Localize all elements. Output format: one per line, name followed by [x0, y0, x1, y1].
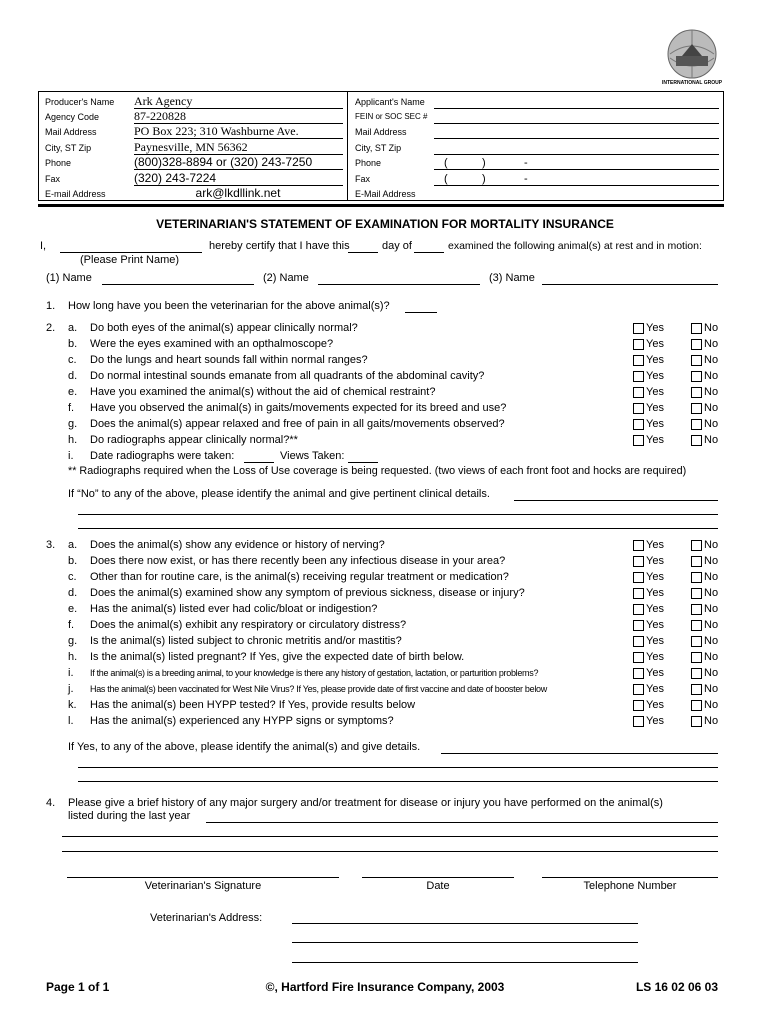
print-name-label: (Please Print Name) — [80, 254, 180, 266]
q2-if-no: If “No” to any of the above, please identify the animal and give pertinent clinical details. — [68, 488, 490, 500]
q2-question-text: Do both eyes of the animal(s) appear clinically normal? — [90, 322, 358, 334]
applicant-field-input[interactable] — [434, 185, 719, 186]
producer-field-value[interactable]: (320) 243-7224 — [134, 171, 217, 185]
q2-letter: c. — [68, 354, 77, 366]
q3-question-text: Is the animal(s) listed subject to chronic metritis and/or mastitis? — [90, 635, 402, 647]
q3-yes-checkbox[interactable] — [633, 636, 644, 647]
q4-number: 4. — [46, 797, 56, 809]
q2-yes-label: Yes — [646, 338, 664, 350]
q3-letter: f. — [68, 619, 75, 631]
q2-yes-label: Yes — [646, 418, 664, 430]
animal-name-2-label: (2) Name — [263, 272, 309, 284]
animal-name-3-label: (3) Name — [489, 272, 535, 284]
q3-yes-label: Yes — [646, 715, 664, 727]
q2-no-label: No — [704, 386, 719, 398]
q3-yes-label: Yes — [646, 667, 664, 679]
q2-question-text: Were the eyes examined with an opthalmoscope? — [90, 338, 334, 350]
producer-field-label: City, ST Zip — [45, 143, 92, 153]
q2-yes-checkbox[interactable] — [633, 435, 644, 446]
producer-field-label: Phone — [45, 158, 72, 168]
q3-letter: i. — [68, 667, 74, 679]
animal-name-2-field[interactable] — [318, 284, 480, 285]
date-label: Date — [426, 880, 450, 892]
form-number: LS 16 02 06 03 — [635, 980, 718, 994]
q3-question-text: Does the animal(s) examined show any symptom of previous sickness, disease or injury? — [90, 587, 525, 599]
applicant-field-input[interactable] — [434, 108, 719, 109]
q3-no-label: No — [704, 603, 719, 615]
q3-no-checkbox[interactable] — [691, 636, 702, 647]
q2-number: 2. — [46, 322, 56, 334]
certify-text-3: examined the following animal(s) at rest and in motion: — [448, 240, 702, 252]
applicant-field-input[interactable] — [434, 200, 719, 201]
q3-yes-checkbox[interactable] — [633, 604, 644, 615]
q3-yes-checkbox[interactable] — [633, 716, 644, 727]
certify-text-2: day of — [382, 240, 412, 252]
q2-no-checkbox[interactable] — [691, 339, 702, 350]
q2-no-checkbox[interactable] — [691, 323, 702, 334]
q3-details-field-3[interactable] — [78, 781, 718, 782]
q2-yes-label: Yes — [646, 402, 664, 414]
q2-yes-label: Yes — [646, 386, 664, 398]
q2-question-text: Have you examined the animal(s) without the aid of chemical restraint? — [90, 386, 436, 398]
q2-yes-checkbox[interactable] — [633, 371, 644, 382]
q3-yes-label: Yes — [646, 635, 664, 647]
q3-letter: e. — [68, 603, 78, 615]
q3-question-text: Does the animal(s) exhibit any respiratory or circulatory distress? — [90, 619, 407, 631]
q3-no-checkbox[interactable] — [691, 716, 702, 727]
q3-no-checkbox[interactable] — [691, 684, 702, 695]
animal-name-1-field[interactable] — [102, 284, 254, 285]
q2-no-checkbox[interactable] — [691, 355, 702, 366]
q3-details-field-1[interactable] — [441, 753, 718, 754]
q2-question-text: Does the animal(s) appear relaxed and free of pain in all gaits/movements observed? — [90, 418, 505, 430]
q2-question-text: Do the lungs and heart sounds fall within normal ranges? — [90, 354, 368, 366]
producer-field-value[interactable]: Paynesville, MN 56362 — [134, 140, 248, 154]
q2-letter: g. — [68, 418, 78, 430]
q3-no-label: No — [704, 715, 719, 727]
q3-no-label: No — [704, 555, 719, 567]
q3-no-label: No — [704, 539, 719, 551]
q3-question-text: Has the animal(s) listed ever had colic/bloat or indigestion? — [90, 603, 378, 615]
signature-field[interactable] — [67, 877, 339, 878]
q3-yes-checkbox[interactable] — [633, 588, 644, 599]
q1-text: How long have you been the veterinarian for the above animal(s)? — [68, 300, 390, 312]
q2-no-checkbox[interactable] — [691, 371, 702, 382]
q2-i-text-1: Date radiographs were taken: — [90, 450, 235, 462]
q3-no-checkbox[interactable] — [691, 668, 702, 679]
q2-no-label: No — [704, 418, 719, 430]
producer-field-value[interactable]: ark@lkdllink.net — [195, 186, 281, 200]
q2-letter: h. — [68, 434, 78, 446]
q3-no-label: No — [704, 651, 719, 663]
telephone-field[interactable] — [542, 877, 718, 878]
q3-letter: a. — [68, 539, 78, 551]
q3-details-field-2[interactable] — [78, 767, 718, 768]
applicant-field-input[interactable] — [434, 123, 719, 124]
q3-no-label: No — [704, 619, 719, 631]
q2-yes-label: Yes — [646, 354, 664, 366]
q3-letter: l. — [68, 715, 74, 727]
q3-no-checkbox[interactable] — [691, 604, 702, 615]
q3-question-text: Other than for routine care, is the animal(s) receiving regular treatment or medication? — [90, 571, 509, 583]
producer-field-label: Fax — [45, 174, 61, 184]
applicant-field-label: Phone — [355, 158, 382, 168]
number-dash: - — [524, 157, 528, 169]
q3-letter: d. — [68, 587, 78, 599]
q3-question-text: Has the animal(s) experienced any HYPP signs or symptoms? — [90, 715, 394, 727]
area-code-open: ( — [444, 173, 448, 185]
q2-question-text: Have you observed the animal(s) in gaits/movements expected for its breed and use? — [90, 402, 507, 414]
q3-number: 3. — [46, 539, 56, 551]
q2-no-label: No — [704, 434, 719, 446]
q3-letter: k. — [68, 699, 77, 711]
q2-details-field-3[interactable] — [78, 528, 718, 529]
q2-i-text-2: Views Taken: — [280, 450, 345, 462]
logo-caption: INTERNATIONAL GROUP — [661, 80, 723, 86]
q3-question-text: If the animal(s) is a breeding animal, to your knowledge is there any history of gestation, lactation, or parturition problems? — [90, 668, 539, 678]
q2-no-label: No — [704, 338, 719, 350]
q3-yes-label: Yes — [646, 571, 664, 583]
q3-question-text: Does there now exist, or has there recently been any infectious disease in your area? — [90, 555, 506, 567]
form-title: VETERINARIAN'S STATEMENT OF EXAMINATION FOR MORTALITY INSURANCE — [156, 217, 614, 231]
q2-no-label: No — [704, 354, 719, 366]
q3-no-label: No — [704, 667, 719, 679]
q2-yes-checkbox[interactable] — [633, 355, 644, 366]
q3-yes-label: Yes — [646, 603, 664, 615]
producer-field-label: E-mail Address — [45, 189, 106, 199]
q3-letter: c. — [68, 571, 77, 583]
q3-no-label: No — [704, 587, 719, 599]
q3-no-checkbox[interactable] — [691, 556, 702, 567]
q3-yes-checkbox[interactable] — [633, 684, 644, 695]
vet-address-field-2[interactable] — [292, 942, 638, 943]
date-field[interactable] — [362, 877, 514, 878]
q3-letter: j. — [68, 683, 74, 695]
producer-field-label: Producer's Name — [45, 97, 115, 107]
certify-i: I, — [40, 240, 47, 252]
q2-no-checkbox[interactable] — [691, 419, 702, 430]
q3-yes-checkbox[interactable] — [633, 540, 644, 551]
vet-address-field-1[interactable] — [292, 923, 638, 924]
q2-yes-checkbox[interactable] — [633, 387, 644, 398]
q2-no-checkbox[interactable] — [691, 387, 702, 398]
q3-question-text: Has the animal(s) been HYPP tested? If Yes, provide results below — [90, 699, 416, 711]
applicant-field-label: E-Mail Address — [355, 189, 416, 199]
radiograph-note: ** Radiographs required when the Loss of Use coverage is being requested. (two views of each front foot and hocks are required) — [68, 465, 687, 477]
q2-no-label: No — [704, 322, 719, 334]
page-number: Page 1 of 1 — [46, 980, 110, 994]
company-logo — [660, 28, 724, 90]
q3-yes-checkbox[interactable] — [633, 652, 644, 663]
q2-no-label: No — [704, 402, 719, 414]
radiograph-date-field[interactable] — [244, 462, 274, 463]
q1-answer-field[interactable] — [405, 312, 437, 313]
q4-history-field-1[interactable] — [206, 822, 718, 823]
month-field[interactable] — [414, 252, 444, 253]
q2-yes-checkbox[interactable] — [633, 339, 644, 350]
q3-letter: g. — [68, 635, 78, 647]
applicant-field-label: Mail Address — [355, 127, 407, 137]
q3-no-label: No — [704, 571, 719, 583]
q2-letter: b. — [68, 338, 78, 350]
q3-no-checkbox[interactable] — [691, 652, 702, 663]
telephone-label: Telephone Number — [583, 880, 677, 892]
q2-question-text: Do normal intestinal sounds emanate from all quadrants of the abdominal cavity? — [90, 370, 485, 382]
q4-history-field-2[interactable] — [62, 836, 718, 837]
q3-yes-label: Yes — [646, 539, 664, 551]
q2-letter: f. — [68, 402, 75, 414]
q3-yes-label: Yes — [646, 619, 664, 631]
producer-field-value[interactable]: 87-220828 — [134, 109, 186, 123]
q2-yes-label: Yes — [646, 322, 664, 334]
q3-no-label: No — [704, 635, 719, 647]
q3-yes-label: Yes — [646, 555, 664, 567]
q4-line-2: listed during the last year — [68, 810, 191, 822]
signature-label: Veterinarian's Signature — [144, 880, 262, 892]
applicant-field-input[interactable] — [434, 138, 719, 139]
q4-history-field-3[interactable] — [62, 851, 718, 852]
q2-question-text: Do radiographs appear clinically normal?** — [90, 434, 298, 446]
q2-no-label: No — [704, 370, 719, 382]
applicant-field-label: City, ST Zip — [355, 143, 402, 153]
q3-no-label: No — [704, 699, 719, 711]
vet-address-label: Veterinarian's Address: — [150, 912, 263, 924]
q3-yes-checkbox[interactable] — [633, 700, 644, 711]
q3-yes-label: Yes — [646, 651, 664, 663]
q4-line-1: Please give a brief history of any major surgery and/or treatment for disease or injury you have performed on the animal(s) — [68, 797, 663, 809]
animal-name-3-field[interactable] — [542, 284, 718, 285]
q2-details-field-2[interactable] — [78, 514, 718, 515]
q1-number: 1. — [46, 300, 56, 312]
q3-no-checkbox[interactable] — [691, 572, 702, 583]
applicant-field-input[interactable] — [434, 169, 719, 170]
q3-yes-checkbox[interactable] — [633, 556, 644, 567]
vet-address-field-3[interactable] — [292, 962, 638, 963]
q2-details-field-1[interactable] — [514, 500, 718, 501]
q2-no-checkbox[interactable] — [691, 435, 702, 446]
q3-question-text: Does the animal(s) show any evidence or history of nerving? — [90, 539, 385, 551]
q3-no-checkbox[interactable] — [691, 620, 702, 631]
views-taken-field[interactable] — [348, 462, 378, 463]
q3-yes-label: Yes — [646, 587, 664, 599]
q3-no-checkbox[interactable] — [691, 540, 702, 551]
area-code-close: ) — [482, 173, 486, 185]
q2-yes-checkbox[interactable] — [633, 403, 644, 414]
producer-field-label: Mail Address — [45, 127, 97, 137]
day-field[interactable] — [348, 252, 378, 253]
q3-yes-checkbox[interactable] — [633, 620, 644, 631]
animal-name-1-label: (1) Name — [46, 272, 92, 284]
area-code-open: ( — [444, 157, 448, 169]
q3-question-text: Is the animal(s) listed pregnant? If Yes, give the expected date of birth below. — [90, 651, 465, 663]
q3-no-label: No — [704, 683, 719, 695]
q3-if-yes: If Yes, to any of the above, please identify the animal(s) and give details. — [68, 741, 421, 753]
q3-no-checkbox[interactable] — [691, 588, 702, 599]
q2-letter: a. — [68, 322, 78, 334]
vet-name-field[interactable] — [60, 252, 202, 253]
q3-letter: h. — [68, 651, 78, 663]
area-code-close: ) — [482, 157, 486, 169]
q2-letter: d. — [68, 370, 78, 382]
q2-yes-checkbox[interactable] — [633, 323, 644, 334]
q3-yes-checkbox[interactable] — [633, 572, 644, 583]
q2-yes-label: Yes — [646, 434, 664, 446]
q3-yes-label: Yes — [646, 699, 664, 711]
applicant-field-label: Applicant's Name — [355, 97, 425, 107]
q3-question-text: Has the animal(s) been vaccinated for West Nile Virus? If Yes, please provide date of first vaccine and date of booster below — [90, 684, 547, 694]
q2-i-letter: i. — [68, 450, 74, 462]
q2-no-checkbox[interactable] — [691, 403, 702, 414]
number-dash: - — [524, 173, 528, 185]
producer-field-value[interactable]: PO Box 223; 310 Washburne Ave. — [134, 124, 299, 138]
applicant-field-input[interactable] — [434, 154, 719, 155]
producer-field-value[interactable]: (800)328-8894 or (320) 243-7250 — [134, 155, 313, 169]
applicant-field-label: FEIN or SOC SEC # — [355, 112, 428, 121]
certify-text-1: hereby certify that I have this — [209, 240, 350, 252]
q3-letter: b. — [68, 555, 78, 567]
q2-letter: e. — [68, 386, 78, 398]
q2-yes-checkbox[interactable] — [633, 419, 644, 430]
q3-yes-label: Yes — [646, 683, 664, 695]
q3-yes-checkbox[interactable] — [633, 668, 644, 679]
producer-field-value[interactable]: Ark Agency — [134, 94, 193, 108]
q2-yes-label: Yes — [646, 370, 664, 382]
producer-field-label: Agency Code — [45, 112, 100, 122]
q3-no-checkbox[interactable] — [691, 700, 702, 711]
ark-logo-icon — [660, 28, 724, 80]
copyright: ©, Hartford Fire Insurance Company, 2003 — [265, 980, 505, 994]
applicant-field-label: Fax — [355, 174, 371, 184]
